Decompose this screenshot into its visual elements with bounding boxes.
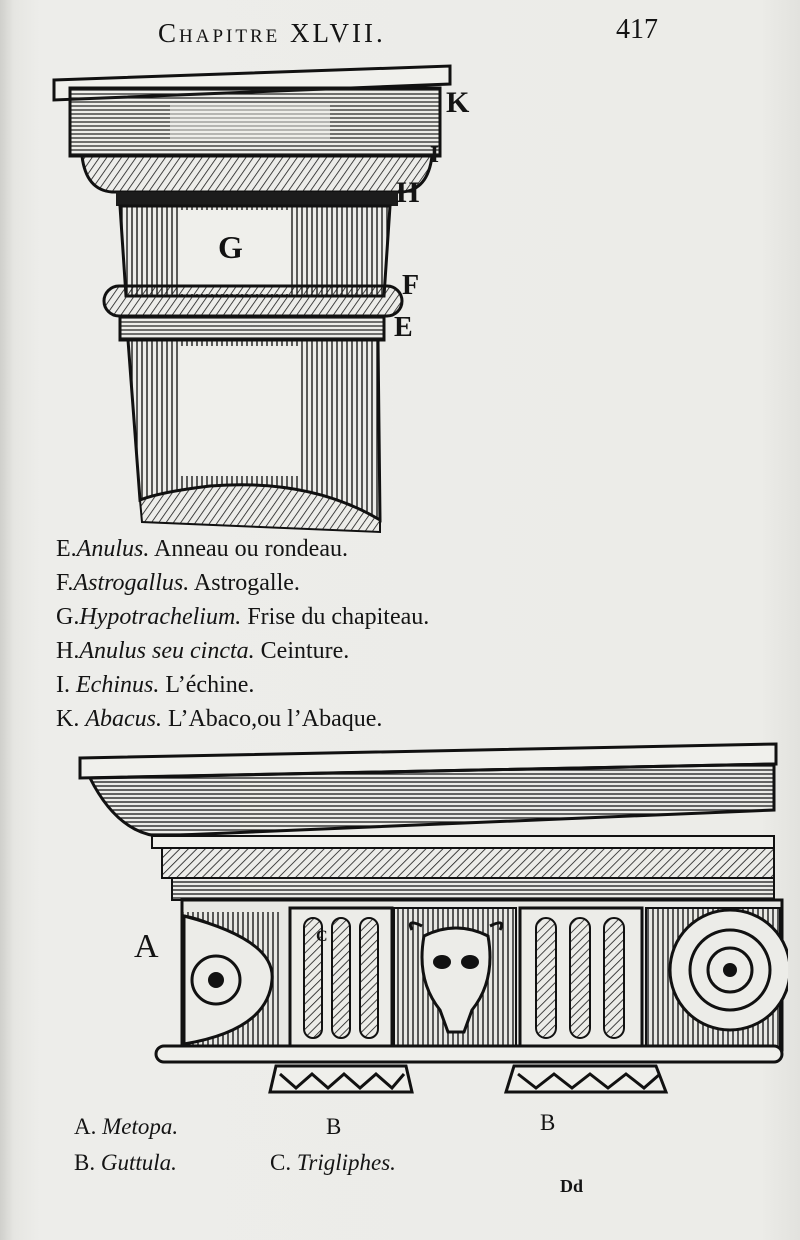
legend-entry: F.Astrogallus. Astrogalle.	[56, 570, 300, 596]
label-c: C	[316, 928, 328, 945]
legend-entry: H.Anulus seu cincta. Ceinture.	[56, 638, 350, 664]
label-h: H	[396, 176, 420, 209]
signature-mark: Dd	[560, 1176, 584, 1196]
legend-entry: G.Hypotrachelium. Frise du chapiteau.	[56, 604, 430, 630]
label-i: I	[430, 142, 439, 167]
chapter-heading: Chapitre XLVII.	[158, 18, 386, 48]
label-b-right: B	[540, 1110, 556, 1135]
label-a: A	[134, 928, 159, 965]
capital-woodcut-figure	[50, 60, 490, 540]
caption-c: C. Trigliphes.	[270, 1150, 396, 1175]
label-k: K	[446, 86, 470, 119]
label-b-left: B	[326, 1114, 342, 1139]
caption-b: B. Guttula.	[74, 1150, 177, 1175]
legend-entry: K. Abacus. L’Abaco,ou l’Abaque.	[56, 706, 383, 732]
capital-legend	[56, 532, 429, 736]
legend-entry: E.Anulus. Anneau ou rondeau.	[56, 536, 348, 562]
legend-entry: I. Echinus. L’échine.	[56, 672, 255, 698]
caption-a: A. Metopa.	[74, 1114, 179, 1139]
svg-text:G: G	[218, 229, 243, 265]
label-e: E	[394, 312, 413, 343]
frieze-woodcut-figure	[76, 740, 788, 1100]
label-f: F	[402, 270, 420, 301]
page-number: 417	[616, 14, 658, 45]
